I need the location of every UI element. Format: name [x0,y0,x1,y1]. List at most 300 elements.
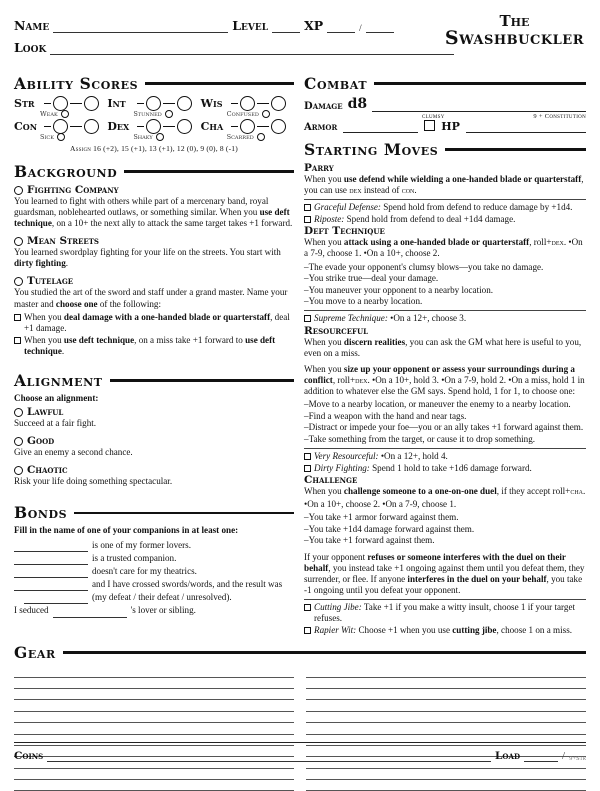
section-rule [374,82,586,85]
dash-line [137,126,144,127]
ability-modifier-input[interactable] [271,96,286,111]
ability-scores-title: Ability Scores [14,74,139,93]
load-formula: 9+Str [569,755,586,762]
stat-ref: dex [349,185,362,196]
playbook-article: The [499,12,530,30]
load-label: Load [495,750,521,762]
option-name: Chaotic [27,464,68,477]
option-radio[interactable] [14,186,23,195]
gear-line[interactable] [14,723,294,734]
desc-part: of the following: [97,298,162,309]
bond-name-input[interactable] [53,607,127,618]
left-column [14,74,294,636]
bullet-text: You maneuver your opponent to a nearby location. [308,284,494,295]
level-label: Level [232,18,269,33]
advanced-rule [304,310,586,311]
bullet-item: –Take something from the target, or cause it to drop something. [304,433,536,444]
dash-line [137,103,144,104]
checkbox[interactable] [304,604,311,611]
ability-score-input[interactable] [146,119,161,134]
combat-box [304,96,586,133]
ability-abbr: Str [14,97,35,110]
starting-moves-header [304,140,586,159]
desc-part: You learned swordplay fighting for your life on the streets. You start with [14,247,281,258]
gear-section [14,643,586,791]
move-text [304,174,586,196]
text-part: , choose 1 on a miss. [496,625,573,636]
option-name: Fighting Company [27,184,119,196]
advanced-name: Very Resourceful: [314,450,379,461]
dash-line [44,126,51,127]
move-parry [304,162,586,225]
move-deft-technique [304,225,586,324]
bullet-item: –You strike true—deal your damage. [304,273,439,284]
advanced-move-cutting-jibe[interactable] [304,602,586,624]
text-part: . •On a 7-9, choose 1. •On a 10+, choose 2. [304,237,583,259]
advanced-text [314,602,586,624]
option-name: Mean Streets [27,235,99,248]
combat-title: Combat [304,74,368,93]
bonds-header [14,503,294,522]
gear-line[interactable] [306,689,586,700]
desc-part: You studied the art of the sword and staff under a grand master. Name your master and [14,287,288,309]
tutelage-check-2[interactable] [14,335,294,357]
advanced-name: Dirty Fighting: [314,462,370,473]
ability-abbr: Cha [200,120,224,133]
alignment-option-lawful[interactable] [14,406,294,429]
text-part: , you can ask the GM what here is useful to you, even on a miss. [304,336,582,358]
gear-line[interactable] [14,689,294,700]
option-radio[interactable] [14,237,23,246]
advanced-move-dirty-fighting[interactable] [304,463,586,474]
clumsy-checkbox[interactable] [424,120,435,131]
text-part: , if they accept roll+ [496,486,571,497]
bullet-text: Distract or impede your foe—you or an ally takes +1 forward against them. [308,422,584,433]
stat-ref: cha [570,486,583,497]
gear-line[interactable] [306,678,586,689]
bullet-text: Find a weapon with the hand and near tags. [308,410,467,421]
background-option-fighting-company[interactable] [14,184,294,229]
bond-text: doesn't care for my theatrics. [92,565,197,576]
connector-line [163,103,175,104]
text-part: . •On a 10+, hold 3. •On a 7-9, hold 2. •On a miss, hold 1 in addition to whatever else the GM says. Spend hold, 1 for 1, to choose one: [304,374,585,396]
alignment-option-good[interactable] [14,435,294,458]
advanced-rule [304,448,586,449]
move-text [304,337,586,359]
text-part: Spend hold from defend to deal +1d4 damage. [344,214,516,225]
debility-label: Stunned [133,110,162,118]
load-separator: / [562,750,566,762]
text-part: Choose +1 when you use [356,625,453,636]
advanced-move-riposte[interactable] [304,214,586,225]
bullet-text: You take +1 forward against them. [308,535,435,546]
bullet-item: –You take +1d4 damage forward against them. [304,523,475,534]
text-bold: interferes in the duel on your behalf [407,573,547,584]
debility-label: Weak [40,110,58,118]
text-part: Take +1 if you make a witty insult, choose 1 if your target refuses. [314,601,576,623]
bullet-item: –Find a weapon with the hand and near tags. [304,410,467,421]
text-part: instead of [361,185,402,196]
advanced-rule [304,199,586,200]
combat-header [304,74,586,93]
checkbox[interactable] [304,204,311,211]
starting-moves-title: Starting Moves [304,140,439,159]
advanced-move-supreme-technique[interactable] [304,313,586,324]
option-description: Risk your life doing something spectacular. [14,476,173,487]
advanced-text [314,202,572,213]
desc-part: . [65,258,69,269]
text-part: , roll+ [529,237,552,248]
move-name: Parry [304,162,334,174]
advanced-name: Rapier Wit: [314,625,357,636]
advanced-name: Cutting Jibe: [314,601,362,612]
bond-text-post: 's lover or sibling. [130,605,196,616]
text-bold: cutting jibe [452,625,497,636]
sheet-header [14,12,586,68]
option-description [14,287,294,309]
stat-ref: dex [355,374,368,385]
section-rule [124,170,294,173]
alignment-title: Alignment [14,371,103,391]
ability-score-input[interactable] [146,96,161,111]
text-part: Spend 1 hold to take +1d6 damage forward. [369,462,532,473]
clumsy-tag: clumsy [422,113,445,120]
bonds-title: Bonds [14,503,68,523]
gear-line[interactable] [306,666,586,677]
xp-separator: / [359,23,362,33]
gear-column-right [306,666,586,791]
text-bold: use deft technique [24,334,276,356]
bond-row[interactable] [14,591,294,604]
coins-input[interactable] [47,750,491,762]
move-bullets [304,512,586,546]
debility-label: Scarred [226,133,254,141]
checkbox[interactable] [304,315,311,322]
checkbox[interactable] [14,337,21,344]
ability-modifier-input[interactable] [271,119,286,134]
gear-line[interactable] [14,780,294,791]
gear-line[interactable] [306,780,586,791]
gear-line[interactable] [14,769,294,780]
gear-lines [14,666,586,791]
text-part: If your opponent [304,551,368,562]
bullet-text: Move to a nearby location, or maneuver the enemy to a nearby location. [308,399,571,409]
text-part: When you [304,237,344,248]
ability-abbr: Wis [200,97,223,110]
text-bold: size up your opponent or assess your surroundings during a conflict [304,363,575,385]
section-rule [445,148,586,151]
move-name: Challenge [304,474,358,487]
ability-modifier-input[interactable] [84,119,99,134]
dash-line [44,103,51,104]
bullet-item: –Distract or impede your foe—you or an ally takes +1 forward against them. [304,422,584,433]
advanced-rule [304,599,586,600]
ability-wis [201,96,294,118]
checkbox[interactable] [304,627,311,634]
text-part: . [414,185,417,196]
connector-line [257,126,269,127]
move-name: Resourceful [304,324,369,337]
gear-line[interactable] [14,700,294,711]
debility-checkbox[interactable] [165,110,173,118]
option-description [14,196,294,229]
stat-ref: con [401,185,415,196]
debility-checkbox[interactable] [257,133,265,141]
armor-label: Armor [304,122,338,133]
text-bold: deal damage with a one-handed blade or quarterstaff [63,311,271,322]
damage-input[interactable] [372,97,586,112]
ability-modifier-input[interactable] [177,119,192,134]
advanced-name: Supreme Technique: [314,313,388,324]
check-text [24,312,294,334]
bond-row[interactable] [14,578,294,591]
option-description: Give an enemy a second chance. [14,447,133,458]
bond-row[interactable] [14,565,294,578]
text-part: When you [304,336,344,347]
gear-line[interactable] [306,769,586,780]
section-rule [145,82,294,85]
hp-label: HP [441,120,460,133]
ability-modifier-input[interactable] [84,96,99,111]
tutelage-check-1[interactable] [14,312,294,334]
text-part: . [61,345,65,356]
bond-text: is one of my former lovers. [92,539,191,550]
xp-current-input[interactable] [327,20,355,33]
section-rule [110,379,294,382]
background-option-tutelage[interactable] [14,275,294,357]
connector-line [70,126,82,127]
gear-line[interactable] [306,700,586,711]
debility-label: Confused [226,110,259,118]
gear-header [14,643,586,662]
text-part: When you [304,486,344,497]
move-name: Deft Technique [304,225,385,238]
checkbox[interactable] [304,453,311,460]
debility-checkbox[interactable] [156,133,164,141]
bullet-item: –You take +1 forward against them. [304,535,435,546]
playbook-name: Swashbuckler [444,27,584,49]
advanced-text [314,625,572,636]
armor-row [304,118,586,133]
bullet-item: –You take +1 armor forward against them. [304,512,459,523]
bullet-text: The evade your opponent's clumsy blows—you take no damage. [308,261,544,272]
bullet-item: –You move to a nearby location. [304,296,423,307]
dash-line [231,103,238,104]
background-option-mean-streets[interactable] [14,235,294,269]
bullet-item: –You maneuver your opponent to a nearby location. [304,284,494,295]
bond-name-input[interactable] [24,593,88,604]
move-bullets [304,399,586,445]
bonds-instruction: Fill in the name of one of your companions in at least one: [14,525,239,536]
option-description: Succeed at a fair fight. [14,418,97,429]
dash-line [231,126,238,127]
advanced-name: Graceful Defense: [314,202,381,213]
xp-max-input[interactable] [366,20,394,33]
level-input[interactable] [272,20,300,33]
gear-line[interactable] [306,712,586,723]
connector-line [163,126,175,127]
bullet-text: You take +1d4 damage forward against them. [308,523,475,534]
connector-line [257,103,269,104]
gear-column-left [14,666,294,791]
ability-scores-header [14,74,294,93]
ability-scores-grid [14,96,294,142]
text-part: , deal +1 damage. [24,311,290,333]
bond-text: and I have crossed swords/words, and the result was [92,579,283,590]
ability-score-input[interactable] [240,96,255,111]
bond-name-input[interactable] [14,554,88,565]
bond-text-pre: I seduced [14,605,49,616]
damage-row [304,96,586,112]
text-part: When you [304,363,344,374]
text-bold: attack using a one-handed blade or quarterstaff [343,237,530,248]
gear-line[interactable] [14,666,294,677]
text-bold: use defend while wielding a one-handed blade or quarterstaff [343,174,582,184]
look-label: Look [14,40,47,55]
text-part: , you instead take +1 ongoing against them until you defeat them, they surrender, or flee. If anyone [304,562,585,584]
bond-row[interactable] [14,552,294,565]
ability-abbr: Int [107,97,126,110]
debility-checkbox[interactable] [61,110,69,118]
gear-title: Gear [14,643,56,663]
text-part: Spend hold from defend to reduce damage by +1d4. [380,202,573,213]
alignment-header [14,371,294,390]
ability-score-input[interactable] [53,119,68,134]
background-header [14,162,294,181]
bullet-text: You move to a nearby location. [308,296,423,307]
ability-con [14,119,107,141]
load-input[interactable] [524,750,558,762]
desc-part: You learned to fight with others while part of a mercenary band, royal guardsman, noblehearted outlaws, or something similar. When you [14,196,269,218]
option-name: Lawful [27,406,64,419]
desc-part: , on a 10+ the next ally to attack the same target takes +1 forward. [51,218,293,229]
ability-dex [107,119,200,141]
text-bold: discern realities [343,336,406,347]
damage-die: d8 [347,96,368,112]
bullet-text: Take something from the target, or cause it to drop something. [308,433,536,444]
bond-name-input[interactable] [14,567,88,578]
text-part: When you [24,334,64,345]
text-part: •On a 12+, hold 4. [378,450,448,461]
advanced-text [314,313,466,324]
ability-abbr: Con [14,120,38,133]
text-part: •On a 12+, choose 3. [387,313,467,324]
bond-row-seduced[interactable] [14,604,294,617]
gear-line[interactable] [14,712,294,723]
ability-int [107,96,200,118]
checkbox[interactable] [304,465,311,472]
bond-text: (my defeat / their defeat / unresolved). [92,592,232,603]
section-rule [63,651,586,654]
advanced-text [314,463,532,474]
playbook-title [445,14,584,48]
ability-score-input[interactable] [53,96,68,111]
option-description [14,247,294,269]
name-input[interactable] [53,20,228,33]
armor-input[interactable] [343,118,418,133]
option-radio[interactable] [14,408,23,417]
debility-label: Shaky [133,133,153,141]
text-part: When you [24,311,64,322]
gear-line[interactable] [14,678,294,689]
footer-row [14,750,586,762]
gear-line[interactable] [306,723,586,734]
xp-label: XP [304,18,324,33]
text-part: . [582,486,586,497]
checkbox[interactable] [14,314,21,321]
sheet-footer [14,742,586,762]
bond-text: is a trusted companion. [92,552,177,563]
ability-modifier-input[interactable] [177,96,192,111]
checkbox[interactable] [304,216,311,223]
debility-checkbox[interactable] [57,133,65,141]
text-part: , on a miss take +1 forward to [134,334,246,345]
option-radio[interactable] [14,466,23,475]
move-tail-text [304,552,586,596]
advanced-move-rapier-wit[interactable] [304,625,586,636]
option-name: Tutelage [27,275,74,288]
bullet-item: –Move to a nearby location, or maneuver the enemy to a nearby location. [304,399,571,409]
desc-bold: use deft technique [14,207,290,229]
footer-rule [14,742,586,743]
ability-abbr: Dex [107,120,130,133]
damage-label: Damage [304,101,343,112]
coins-label: Coins [14,750,44,762]
text-part: , roll+ [332,374,356,385]
option-name: Good [27,435,55,448]
advanced-text [314,214,515,225]
hp-input[interactable] [466,118,586,133]
debility-checkbox[interactable] [262,110,270,118]
advanced-text [314,451,448,462]
ability-score-input[interactable] [240,119,255,134]
advanced-move-graceful-defense[interactable] [304,202,586,213]
bond-row[interactable] [14,539,294,552]
move-text [304,237,586,259]
bullet-text: You strike true—deal your damage. [308,273,439,284]
move-subline: •On a 10+, choose 2. •On a 7-9, choose 1. [304,499,457,510]
bond-name-input[interactable] [14,580,88,591]
move-bullets [304,262,586,308]
advanced-name: Riposte: [314,214,345,225]
option-radio[interactable] [14,437,23,446]
bullet-text: You take +1 armor forward against them. [308,512,459,523]
ability-cha [201,119,294,141]
stat-ref: dex [551,237,564,248]
connector-line [70,103,82,104]
text-part: , you take -1 ongoing until you defeat your opponent. [304,573,583,595]
text-bold: use deft technique [63,334,135,345]
text-part: When you [304,174,344,184]
ability-str [14,96,107,118]
move-text [304,486,586,497]
advanced-move-very-resourceful[interactable] [304,451,586,462]
look-input[interactable] [50,42,454,55]
alignment-instruction: Choose an alignment: [14,393,99,404]
right-column [304,74,586,636]
bond-name-input[interactable] [14,541,88,552]
move-text [304,364,586,397]
alignment-option-chaotic[interactable] [14,464,294,487]
name-label: Name [14,18,50,33]
move-resourceful [304,325,586,475]
option-radio[interactable] [14,277,23,286]
text-bold: challenge someone to a one-on-one duel [343,486,497,497]
bullet-item: –The evade your opponent's clumsy blows—you take no damage. [304,261,544,272]
check-text [24,335,294,357]
text-bold: refuses or someone interferes with the duel on their behalf [304,551,566,573]
assign-instruction: Assign 16 (+2), 15 (+1), 13 (+1), 12 (0), 9 (0), 8 (-1) [70,144,238,153]
